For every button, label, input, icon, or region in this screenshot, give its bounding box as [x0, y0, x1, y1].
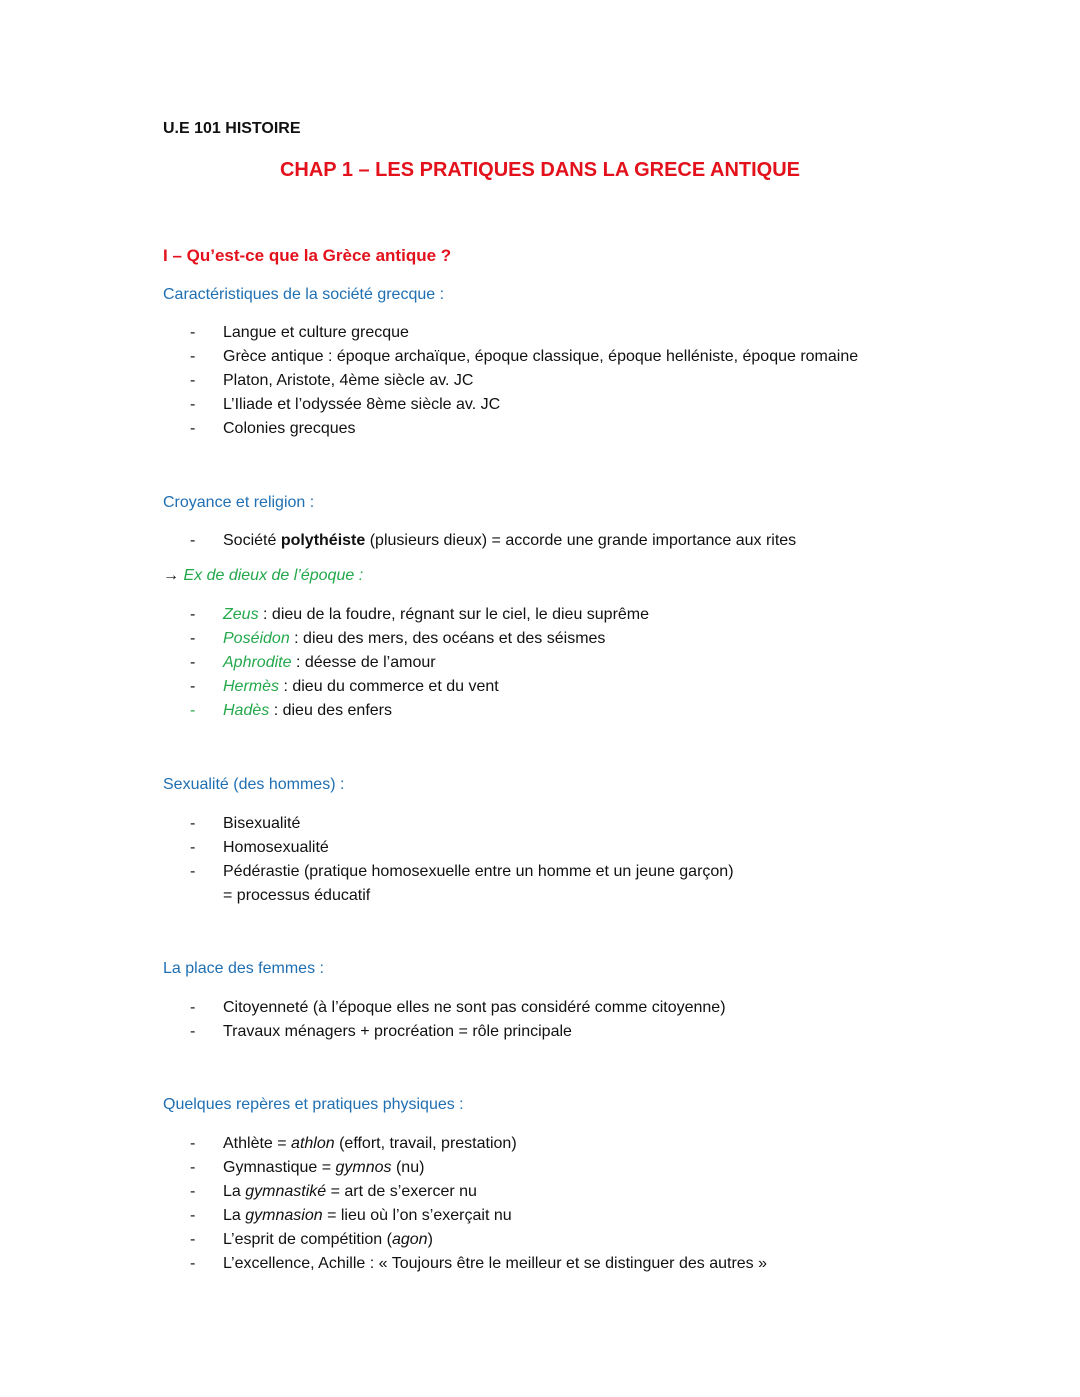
- list-item: - L’excellence, Achille : « Toujours être le meilleur et se distinguer des autres »: [190, 1255, 768, 1272]
- arrow-icon: →: [163, 567, 179, 584]
- continuation-line: = processus éducatif: [223, 887, 371, 904]
- list-item: - Aphrodite : déesse de l’amour: [190, 654, 436, 671]
- bold-term: polythéiste: [280, 532, 366, 549]
- sexuality-heading: Sexualité (des hommes) :: [163, 776, 345, 793]
- course-label: U.E 101 HISTOIRE: [163, 120, 301, 137]
- chapter-title: CHAP 1 – LES PRATIQUES DANS LA GRECE ANTIQUE: [279, 159, 801, 181]
- list-item: - Pédérastie (pratique homosexuelle entre un homme et un jeune garçon) = processus éducatif: [190, 860, 734, 908]
- list-item: - La gymnastiké = art de s’exercer nu: [190, 1183, 477, 1200]
- characteristics-list: [190, 321, 858, 441]
- list-item: - Société polythéiste (plusieurs dieux) = accorde une grande importance aux rites: [190, 532, 797, 549]
- list-item: - Hermès : dieu du commerce et du vent: [190, 678, 499, 695]
- list-item: - Bisexualité: [190, 815, 301, 832]
- list-item: - Citoyenneté (à l’époque elles ne sont pas considéré comme citoyenne): [190, 999, 726, 1016]
- list-item: - L’Iliade et l’odyssée 8ème siècle av. JC: [190, 396, 501, 413]
- women-heading: La place des femmes :: [163, 960, 324, 977]
- list-item: - Hadès : dieu des enfers: [190, 702, 392, 719]
- list-item: - Platon, Aristote, 4ème siècle av. JC: [190, 372, 474, 389]
- list-item: - Colonies grecques: [190, 420, 356, 437]
- list-item: - Poséidon : dieu des mers, des océans et des séismes: [190, 630, 606, 647]
- gods-list: [190, 603, 649, 723]
- list-item: - Travaux ménagers + procréation = rôle principale: [190, 1023, 572, 1040]
- physical-list: [190, 1132, 767, 1276]
- physical-heading: Quelques repères et pratiques physiques :: [163, 1096, 464, 1113]
- section-title: I – Qu’est-ce que la Grèce antique ?: [163, 246, 452, 265]
- list-item: - Gymnastique = gymnos (nu): [190, 1159, 425, 1176]
- list-item: - Langue et culture grecque: [190, 324, 409, 341]
- list-item: - Zeus : dieu de la foudre, régnant sur le ciel, le dieu suprême: [190, 606, 650, 623]
- list-item: - Homosexualité: [190, 839, 329, 856]
- religion-list: [190, 529, 796, 553]
- list-item: - Athlète = athlon (effort, travail, prestation): [190, 1135, 517, 1152]
- religion-heading: Croyance et religion :: [163, 494, 315, 511]
- list-item: - La gymnasion = lieu où l’on s’exerçait nu: [190, 1207, 512, 1224]
- women-list: [190, 996, 726, 1044]
- sexuality-list: [190, 812, 734, 908]
- gods-intro: → Ex de dieux de l’époque :: [163, 567, 364, 584]
- list-item: - L’esprit de compétition (agon): [190, 1231, 433, 1248]
- characteristics-heading: Caractéristiques de la société grecque :: [163, 286, 445, 303]
- list-item: - Grèce antique : époque archaïque, époque classique, époque helléniste, époque romaine: [190, 348, 859, 365]
